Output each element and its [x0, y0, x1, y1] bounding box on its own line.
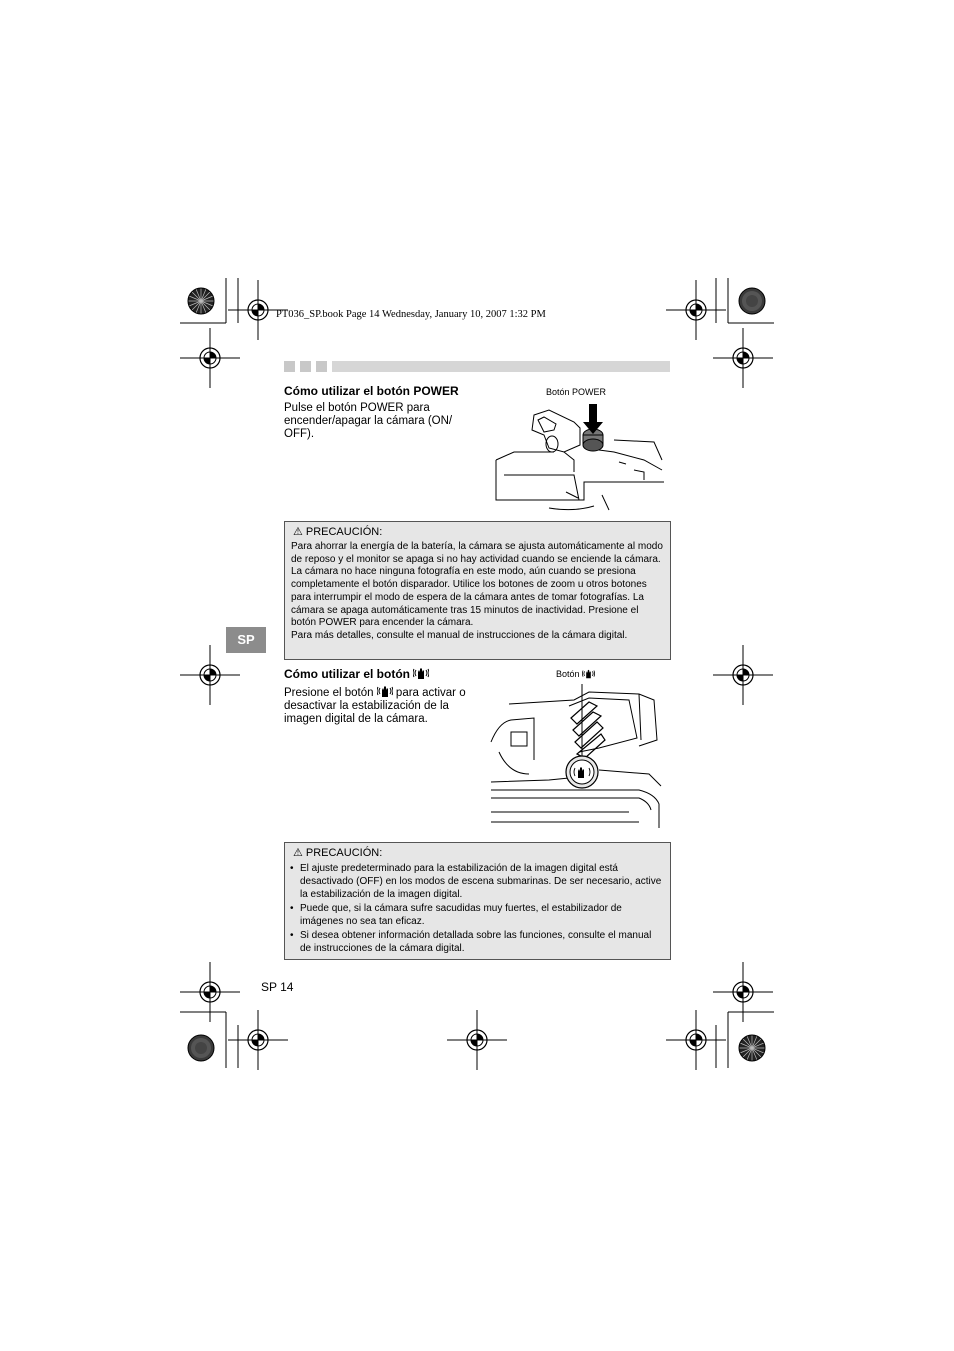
image-stabilizer-hand-icon [377, 685, 393, 698]
print-header-line: PT036_SP.book Page 14 Wednesday, January 10, 2007 1:32 PM [276, 309, 546, 320]
stabilizer-figure-label-text: Botón [556, 669, 580, 679]
header-square-2 [300, 361, 311, 372]
page-number: SP 14 [261, 980, 294, 994]
image-stabilizer-hand-icon [413, 667, 429, 680]
warning-triangle-icon: ⚠ [293, 847, 303, 859]
caution-1-text [291, 541, 666, 643]
stabilizer-button-illustration [489, 682, 669, 828]
caution-2-item: • El ajuste predeterminado para la estabilización de la imagen digital está desactivado (OFF) en los modos de escena submarinas. De ser necesario, active la estabilización de la imagen digital. [290, 862, 664, 901]
header-square-3 [316, 361, 327, 372]
power-section-title: Cómo utilizar el botón POWER [284, 384, 459, 398]
power-figure-label: Botón POWER [546, 387, 607, 397]
stabilizer-section-title-text: Cómo utilizar el botón [284, 667, 410, 681]
caution-1-paragraph-2: Para más detalles, consulte el manual de instrucciones de la cámara digital. [291, 629, 628, 641]
header-square-1 [284, 361, 295, 372]
stabilizer-figure-label [556, 669, 595, 679]
caution-heading-1 [293, 525, 382, 538]
caution-heading-2 [293, 846, 382, 859]
caution-1-paragraph: Para ahorrar la energía de la batería, la cámara se ajusta automáticamente al modo de reposo y el monitor se apaga si no hay actividad cuando se enciende la cámara. La cámara no hace ninguna fotografía en este modo, aún cuando se presiona completamente el botón disparador. Utilice los botones de zoom u otros botones para interrumpir el modo de espera de la cámara antes de tomar fotografías. La cámara se apaga automáticamente tras 15 minutos de inactividad. Presione el botón POWER para encender la cámara. [291, 541, 663, 629]
stabilizer-body-before: Presione el botón [284, 687, 374, 699]
language-side-tab: SP [226, 627, 266, 653]
caution-box-1 [284, 521, 671, 660]
caution-heading-1-text: PRECAUCIÓN: [305, 526, 383, 538]
stabilizer-body-after: para activar o desactivar la estabilización de la imagen digital de la cámara. [284, 687, 466, 725]
stabilizer-section-body [284, 685, 476, 726]
caution-heading-2-text: PRECAUCIÓN: [305, 847, 383, 859]
warning-triangle-icon: ⚠ [293, 526, 303, 538]
caution-2-item: • Puede que, si la cámara sufre sacudidas muy fuertes, el estabilizador de imágenes no sea tan eficaz. [290, 902, 664, 928]
image-stabilizer-hand-icon [582, 669, 595, 679]
header-bar [332, 361, 670, 372]
stabilizer-section-title [284, 667, 429, 681]
caution-2-item: • Si desea obtener información detallada sobre las funciones, consulte el manual de instrucciones de la cámara digital. [290, 929, 664, 955]
caution-2-list [290, 862, 664, 956]
power-section-body: Pulse el botón POWER para encender/apagar la cámara (ON/ OFF). [284, 402, 453, 440]
power-button-illustration [494, 400, 666, 514]
caution-box-2 [284, 842, 671, 960]
